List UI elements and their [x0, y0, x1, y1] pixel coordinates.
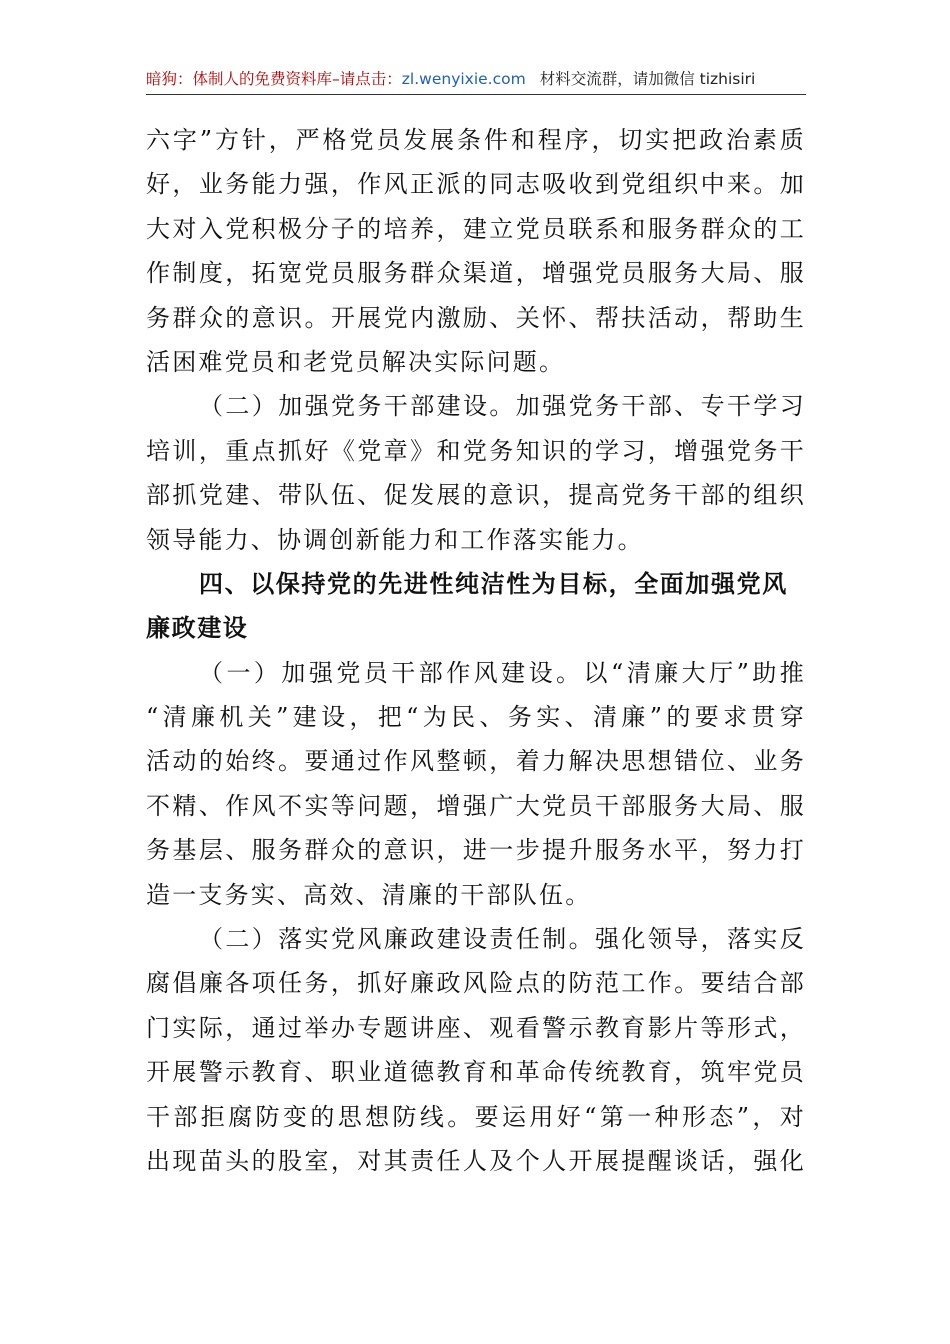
text-line: （一）加强党员干部作风建设。以“清廉大厅”助推 [199, 658, 806, 687]
text-line: 开展警示教育、职业道德教育和革命传统教育，筑牢党员 [146, 1058, 806, 1087]
text-line: 活动的始终。要通过作风整顿，着力解决思想错位、业务 [146, 747, 806, 776]
text-line: 干部拒腐防变的思想防线。要运用好“第一种形态”，对 [146, 1102, 806, 1131]
paragraph-2 [146, 384, 806, 562]
section-heading [146, 562, 806, 651]
text-line: 造一支务实、高效、清廉的干部队伍。 [146, 880, 592, 909]
text-line: 出现苗头的股室，对其责任人及个人开展提醒谈话，强化 [146, 1146, 806, 1175]
text-line: 活困难党员和老党员解决实际问题。 [146, 347, 566, 376]
text-line: 不精、作风不实等问题，增强广大党员干部服务大局、服 [146, 791, 806, 820]
text-line: 务基层、服务群众的意识，进一步提升服务水平，努力打 [146, 836, 806, 865]
text-line: （二）加强党务干部建设。加强党务干部、专干学习 [199, 392, 806, 421]
text-line: 腐倡廉各项任务，抓好廉政风险点的防范工作。要结合部 [146, 969, 806, 998]
header-url-link[interactable]: zl.wenyixie.com [401, 70, 526, 88]
text-line: 部抓党建、带队伍、促发展的意识，提高党务干部的组织 [146, 481, 806, 510]
heading-line: 四、以保持党的先进性纯洁性为目标，全面加强党风 [199, 569, 788, 598]
header-click-label: –请点击： [332, 70, 402, 88]
text-line: 门实际，通过举办专题讲座、观看警示教育影片等形式， [146, 1013, 806, 1042]
document-body [146, 118, 806, 1183]
text-line: 务群众的意识。开展党内激励、关怀、帮扶活动，帮助生 [146, 303, 806, 332]
text-line: 培训，重点抓好《党章》和党务知识的学习，增强党务干 [146, 436, 806, 465]
text-line: 领导能力、协调创新能力和工作落实能力。 [146, 525, 644, 554]
text-line: 六字”方针，严格党员发展条件和程序，切实把政治素质 [146, 126, 806, 154]
paragraph-3 [146, 651, 806, 917]
header-contact: 材料交流群，请加微信 tizhisiri [539, 70, 756, 88]
text-line: 作制度，拓宽党员服务群众渠道，增强党员服务大局、服 [146, 259, 806, 288]
header-brand: 暗狗：体制人的免费资料库 [146, 70, 333, 88]
text-line: 好，业务能力强，作风正派的同志吸收到党组织中来。加 [146, 170, 806, 199]
text-line: “清廉机关”建设，把“为民、务实、清廉”的要求贯穿 [146, 703, 806, 732]
text-line: （二）落实党风廉政建设责任制。强化领导，落实反 [199, 925, 806, 954]
heading-line: 廉政建设 [146, 614, 249, 643]
paragraph-4 [146, 917, 806, 1183]
paragraph-1 [146, 118, 806, 384]
page-header [146, 68, 806, 95]
text-line: 大对入党积极分子的培养，建立党员联系和服务群众的工 [146, 214, 806, 243]
